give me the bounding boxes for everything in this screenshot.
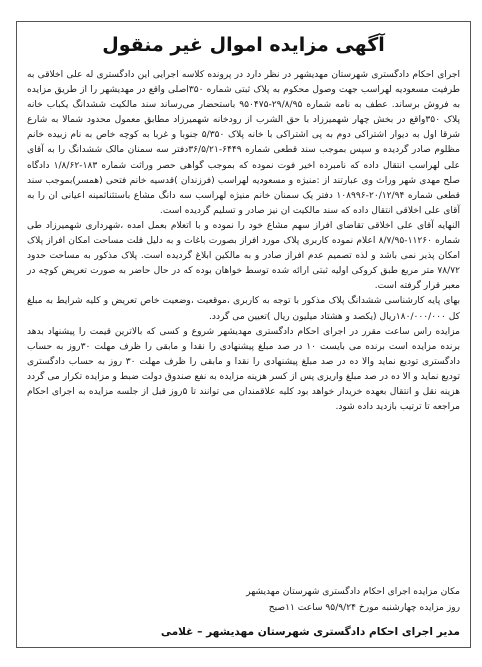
notice-frame	[16, 21, 471, 648]
auction-datetime: روز مزایده چهارشنبه مورخ ۹۵/۹/۲۴ ساعت ۱۱صبح	[268, 602, 460, 613]
paragraph-auction-terms: مزایده راس ساعت مقرر در اجرای احکام دادگستری مهدیشهر شروع و کسی که بالاترین قیمت را پیشنهاد بدهد برنده مزایده است برنده می بایست ۱۰ در صد مبلغ پیشنهادی را نقدا و مابقی را ظرف مهلت ۳۰روز به حساب دادگستری تودیع نماید والا ده در صد مبلغ پیشنهادی را نقدا و مابقی را ظرف مهلت ۳۰ روز به حساب دادگستری تودیع نماید و الا ده در صد مبلغ واریزی پس از کسر هزینه مزایده به نفع صندوق دولت ضبط و مزایده تکرار می گردد هزینه نقل و انتقال بعهده خریدار خواهد بود کلیه علاقمندان می توانند تا ۵روز قبل از جلسه مزایده به اجرای احکام مراجعه تا ترتیب بازدید داده شود.	[27, 326, 460, 413]
notice-title: آگهی مزایده اموال غیر منقول	[102, 34, 385, 56]
paragraph-partition: النهایه آقای علی اخلاقی تقاضای افراز سهم مشاع خود را نموده و با اتعلام بعمل امده ،شهرداری شهمیرزاد طی شماره ۱۱۲۶۰-۸/۷/۹۵ اعلام نموده کاربری پلاک مورد افراز بصورت باغات و به دلیل قلت مساحت امکان افراز پلاک امکان پذیر نمی باشد و لذه تصمیم عدم افراز صادر و به مالکین ابلاغ گردیده است. پلاک مذکور به مساحت حدود ۷۸/۷۲ متر مربع طبق کروکی اولیه ثبتی ارائه شده توسط خواهان بوده که در حال حاضر به صورت تعریض کوچه در معبر قرار گرفته است.	[27, 220, 460, 292]
paragraph-intro: اجرای احکام دادگستری شهرستان مهدیشهر در نظر دارد در پرونده کلاسه اجرایی این دادگستری له علی اخلاقی به طرفیت مسعودیه لهراسب جهت وصول محکوم به پلاک ثبتی شماره ۳۵۰اصلی واقع در مهدیشهر را از طریق مزایده به فروش برساند. عطف به نامه شماره ۲۹/۸/۹۵-۹۵۰۴۷۵ باستحضار می‌رساند سند مالکیت ششدانگ یکباب خانه پلاک ۳۵۰واقع در بخش چهار شهمیرزاد با حق الشرب از رودخانه شهمیرزاد مطابق معمول محدود شمالا به شارع شرقا اول به دیوار اشتراکی دوم به پی اشتراکی با خانه پلاک ۵/۳۵۰ جنوبا و غربا به کوچه خاص به نام زبیده خانم مظلوم صادر گردیده و سپس بموجب سند قطعی شماره ۶۴۴۹-۳۶/۵/۲۱دفتر سه سمنان مالک ششدانگ را به آقای علی لهراسب انتقال داده که نامبرده اخیر فوت نموده که بموجب گواهی حصر وراثت شماره ۱۸۳-۱/۸/۶۲ دادگاه صلح مهدی شهر وراث وی عبارتند از :منیژه و مسعودیه لهراسب (فرزندان )قدسیه خانم فتحی (همسر)بموجب سند قطعی شماره ۲۰/۱۲/۹۴-۱۰۸۹۹۶ دفتر یک سمنان خانم منیژه لهراسب سه دانگ مشاع باستثناثمینه اعیانی ان را به آقای علی اخلاقی انتقال داده که سند مالکیت ان نیز صادر و تسلیم گردیده است.	[27, 70, 461, 216]
notice-body	[27, 68, 460, 415]
signature-line: مدیر اجرای احکام دادگستری شهرستان مهدیشهر – غلامی	[160, 626, 460, 638]
paragraph-base-price: بهای پایه کارشناسی ششدانگ پلاک مذکور با توجه به کاربری ،موقعیت ،وضعیت خاص تعریض و کلیه شرایط به مبلغ کل ۱۸۰/۰۰۰/۰۰۰ریال (یکصد و هشتاد میلیون ریال )تعیین می گردد.	[27, 296, 460, 322]
auction-place: مکان مزایده اجرای احکام دادگستری شهرستان مهدیشهر	[246, 587, 460, 597]
auction-details	[27, 585, 460, 616]
